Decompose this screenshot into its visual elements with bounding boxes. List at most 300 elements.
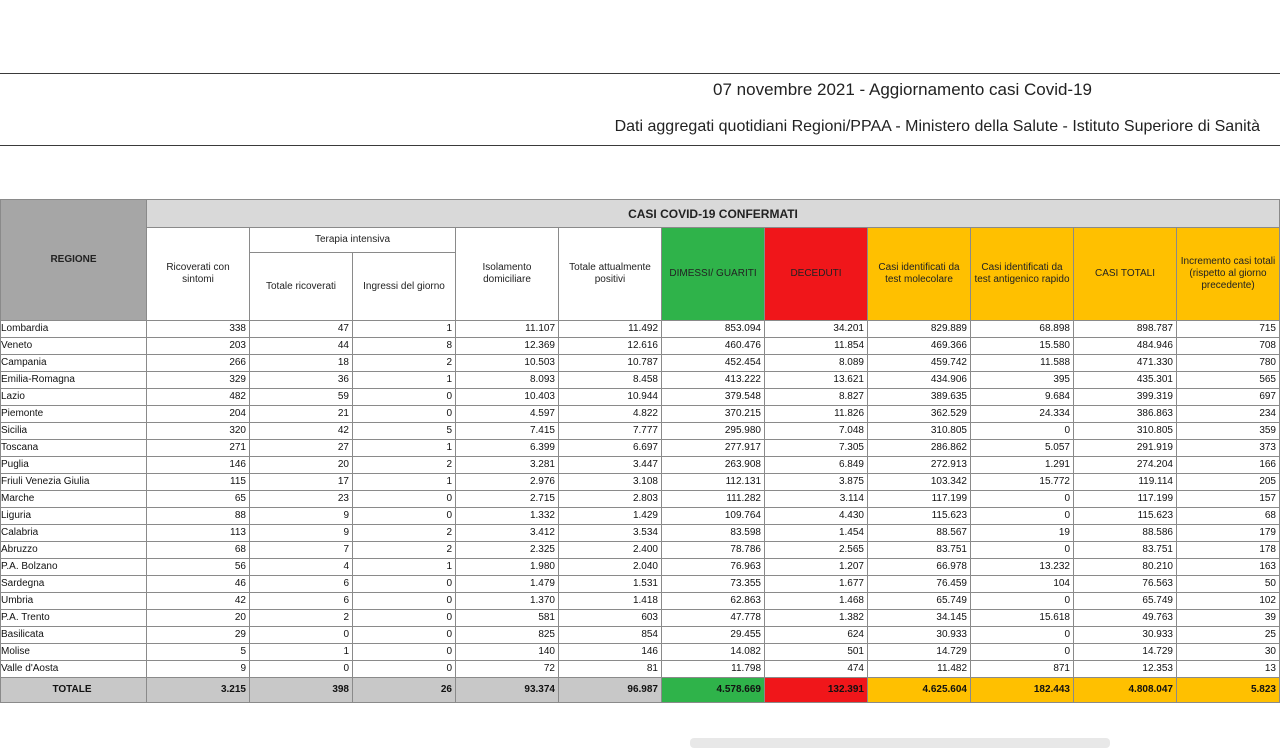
value-cell: 66.978 — [868, 559, 971, 576]
table-row — [1, 508, 1280, 525]
region-name-cell: Lombardia — [1, 321, 147, 338]
value-cell: 76.459 — [868, 576, 971, 593]
totals-value-cell: 96.987 — [559, 678, 662, 703]
value-cell: 11.492 — [559, 321, 662, 338]
region-name-cell: Campania — [1, 355, 147, 372]
value-cell: 9 — [250, 525, 353, 542]
table-row — [1, 542, 1280, 559]
value-cell: 72 — [456, 661, 559, 678]
value-cell: 452.454 — [662, 355, 765, 372]
value-cell: 19 — [971, 525, 1074, 542]
value-cell: 1.207 — [765, 559, 868, 576]
table-row — [1, 644, 1280, 661]
value-cell: 17 — [250, 474, 353, 491]
value-cell: 68 — [1177, 508, 1280, 525]
value-cell: 1.291 — [971, 457, 1074, 474]
header-isolamento: Isolamento domiciliare — [456, 228, 559, 321]
value-cell: 3.108 — [559, 474, 662, 491]
footer-decoration — [690, 738, 1110, 748]
value-cell: 715 — [1177, 321, 1280, 338]
value-cell: 83.751 — [868, 542, 971, 559]
region-name-cell: Calabria — [1, 525, 147, 542]
value-cell: 11.798 — [662, 661, 765, 678]
value-cell: 4.430 — [765, 508, 868, 525]
table-row — [1, 440, 1280, 457]
value-cell: 205 — [1177, 474, 1280, 491]
value-cell: 277.917 — [662, 440, 765, 457]
value-cell: 853.094 — [662, 321, 765, 338]
value-cell: 6 — [250, 576, 353, 593]
value-cell: 708 — [1177, 338, 1280, 355]
value-cell: 234 — [1177, 406, 1280, 423]
value-cell: 0 — [353, 389, 456, 406]
value-cell: 6 — [250, 593, 353, 610]
value-cell: 81 — [559, 661, 662, 678]
value-cell: 29.455 — [662, 627, 765, 644]
value-cell: 379.548 — [662, 389, 765, 406]
region-name-cell: Abruzzo — [1, 542, 147, 559]
value-cell: 697 — [1177, 389, 1280, 406]
region-name-cell: Sicilia — [1, 423, 147, 440]
page-subtitle: Dati aggregati quotidiani Regioni/PPAA - Ministero della Salute - Istituto Superiore di Sanità — [614, 118, 1260, 135]
value-cell: 112.131 — [662, 474, 765, 491]
value-cell: 1.468 — [765, 593, 868, 610]
value-cell: 113 — [147, 525, 250, 542]
value-cell: 1.429 — [559, 508, 662, 525]
table-row — [1, 559, 1280, 576]
value-cell: 469.366 — [868, 338, 971, 355]
region-name-cell: Molise — [1, 644, 147, 661]
value-cell: 111.282 — [662, 491, 765, 508]
table-row — [1, 457, 1280, 474]
value-cell: 73.355 — [662, 576, 765, 593]
value-cell: 24.334 — [971, 406, 1074, 423]
value-cell: 1.382 — [765, 610, 868, 627]
value-cell: 4 — [250, 559, 353, 576]
value-cell: 373 — [1177, 440, 1280, 457]
header-incremento: Incremento casi totali (rispetto al giorno precedente) — [1177, 228, 1280, 321]
value-cell: 47 — [250, 321, 353, 338]
header-terapia-intensiva: Terapia intensiva — [250, 228, 456, 253]
value-cell: 2 — [353, 355, 456, 372]
value-cell: 56 — [147, 559, 250, 576]
value-cell: 0 — [971, 644, 1074, 661]
value-cell: 871 — [971, 661, 1074, 678]
totals-value-cell: 398 — [250, 678, 353, 703]
value-cell: 46 — [147, 576, 250, 593]
value-cell: 474 — [765, 661, 868, 678]
value-cell: 78.786 — [662, 542, 765, 559]
value-cell: 1.332 — [456, 508, 559, 525]
value-cell: 8.093 — [456, 372, 559, 389]
value-cell: 12.369 — [456, 338, 559, 355]
value-cell: 44 — [250, 338, 353, 355]
value-cell: 263.908 — [662, 457, 765, 474]
value-cell: 0 — [353, 576, 456, 593]
value-cell: 11.482 — [868, 661, 971, 678]
value-cell: 898.787 — [1074, 321, 1177, 338]
value-cell: 0 — [353, 661, 456, 678]
header-ricoverati: Ricoverati con sintomi — [147, 228, 250, 321]
value-cell: 0 — [250, 627, 353, 644]
value-cell: 15.772 — [971, 474, 1074, 491]
value-cell: 1 — [353, 559, 456, 576]
value-cell: 88.567 — [868, 525, 971, 542]
value-cell: 0 — [250, 661, 353, 678]
value-cell: 25 — [1177, 627, 1280, 644]
value-cell: 0 — [353, 406, 456, 423]
totals-value-cell: 132.391 — [765, 678, 868, 703]
value-cell: 13.621 — [765, 372, 868, 389]
value-cell: 29 — [147, 627, 250, 644]
value-cell: 6.399 — [456, 440, 559, 457]
value-cell: 65.749 — [868, 593, 971, 610]
value-cell: 2.325 — [456, 542, 559, 559]
value-cell: 386.863 — [1074, 406, 1177, 423]
value-cell: 7.777 — [559, 423, 662, 440]
value-cell: 2 — [353, 525, 456, 542]
page-title: 07 novembre 2021 - Aggiornamento casi Covid-19 — [713, 80, 1092, 99]
value-cell: 8.827 — [765, 389, 868, 406]
value-cell: 13.232 — [971, 559, 1074, 576]
value-cell: 1 — [353, 321, 456, 338]
table-row — [1, 355, 1280, 372]
totals-label-cell: TOTALE — [1, 678, 147, 703]
value-cell: 47.778 — [662, 610, 765, 627]
value-cell: 3.114 — [765, 491, 868, 508]
value-cell: 12.616 — [559, 338, 662, 355]
value-cell: 0 — [971, 542, 1074, 559]
value-cell: 157 — [1177, 491, 1280, 508]
value-cell: 76.563 — [1074, 576, 1177, 593]
region-name-cell: Veneto — [1, 338, 147, 355]
value-cell: 3.875 — [765, 474, 868, 491]
value-cell: 0 — [353, 593, 456, 610]
value-cell: 115.623 — [1074, 508, 1177, 525]
region-name-cell: Umbria — [1, 593, 147, 610]
value-cell: 295.980 — [662, 423, 765, 440]
value-cell: 7.415 — [456, 423, 559, 440]
value-cell: 83.598 — [662, 525, 765, 542]
header-ti-ingressi: Ingressi del giorno — [353, 253, 456, 321]
value-cell: 117.199 — [1074, 491, 1177, 508]
value-cell: 27 — [250, 440, 353, 457]
table-row — [1, 406, 1280, 423]
value-cell: 4.597 — [456, 406, 559, 423]
value-cell: 83.751 — [1074, 542, 1177, 559]
value-cell: 42 — [147, 593, 250, 610]
table-body — [1, 321, 1280, 703]
value-cell: 80.210 — [1074, 559, 1177, 576]
header-group-casi-confermati: CASI COVID-19 CONFERMATI — [147, 200, 1280, 228]
region-name-cell: Toscana — [1, 440, 147, 457]
value-cell: 2.400 — [559, 542, 662, 559]
value-cell: 0 — [971, 627, 1074, 644]
value-cell: 413.222 — [662, 372, 765, 389]
value-cell: 1 — [250, 644, 353, 661]
table-row — [1, 372, 1280, 389]
table-row — [1, 593, 1280, 610]
value-cell: 0 — [353, 508, 456, 525]
value-cell: 1.531 — [559, 576, 662, 593]
value-cell: 272.913 — [868, 457, 971, 474]
table-row — [1, 576, 1280, 593]
value-cell: 146 — [147, 457, 250, 474]
value-cell: 565 — [1177, 372, 1280, 389]
table-row — [1, 525, 1280, 542]
value-cell: 11.854 — [765, 338, 868, 355]
header-test-antigenico: Casi identificati da test antigenico rapido — [971, 228, 1074, 321]
value-cell: 2.715 — [456, 491, 559, 508]
value-cell: 140 — [456, 644, 559, 661]
totals-value-cell: 182.443 — [971, 678, 1074, 703]
value-cell: 62.863 — [662, 593, 765, 610]
value-cell: 329 — [147, 372, 250, 389]
value-cell: 2.040 — [559, 559, 662, 576]
value-cell: 115 — [147, 474, 250, 491]
value-cell: 310.805 — [868, 423, 971, 440]
value-cell: 338 — [147, 321, 250, 338]
totals-value-cell: 26 — [353, 678, 456, 703]
value-cell: 1 — [353, 440, 456, 457]
top-rule — [0, 73, 1280, 74]
header-casi-totali: CASI TOTALI — [1074, 228, 1177, 321]
value-cell: 166 — [1177, 457, 1280, 474]
value-cell: 6.697 — [559, 440, 662, 457]
value-cell: 362.529 — [868, 406, 971, 423]
value-cell: 1 — [353, 372, 456, 389]
value-cell: 42 — [250, 423, 353, 440]
value-cell: 501 — [765, 644, 868, 661]
value-cell: 6.849 — [765, 457, 868, 474]
value-cell: 399.319 — [1074, 389, 1177, 406]
value-cell: 482 — [147, 389, 250, 406]
value-cell: 8.458 — [559, 372, 662, 389]
value-cell: 23 — [250, 491, 353, 508]
value-cell: 20 — [147, 610, 250, 627]
value-cell: 34.145 — [868, 610, 971, 627]
header-test-molecolare: Casi identificati da test molecolare — [868, 228, 971, 321]
table-row — [1, 423, 1280, 440]
value-cell: 4.822 — [559, 406, 662, 423]
value-cell: 30 — [1177, 644, 1280, 661]
value-cell: 12.353 — [1074, 661, 1177, 678]
table-row — [1, 474, 1280, 491]
value-cell: 203 — [147, 338, 250, 355]
value-cell: 119.114 — [1074, 474, 1177, 491]
value-cell: 825 — [456, 627, 559, 644]
value-cell: 8.089 — [765, 355, 868, 372]
value-cell: 18 — [250, 355, 353, 372]
region-name-cell: P.A. Trento — [1, 610, 147, 627]
value-cell: 1.418 — [559, 593, 662, 610]
value-cell: 14.082 — [662, 644, 765, 661]
value-cell: 7.305 — [765, 440, 868, 457]
value-cell: 1.980 — [456, 559, 559, 576]
value-cell: 434.906 — [868, 372, 971, 389]
value-cell: 146 — [559, 644, 662, 661]
totals-row — [1, 678, 1280, 703]
value-cell: 117.199 — [868, 491, 971, 508]
value-cell: 13 — [1177, 661, 1280, 678]
value-cell: 2 — [250, 610, 353, 627]
value-cell: 30.933 — [868, 627, 971, 644]
value-cell: 3.534 — [559, 525, 662, 542]
value-cell: 7 — [250, 542, 353, 559]
value-cell: 9 — [147, 661, 250, 678]
value-cell: 2.565 — [765, 542, 868, 559]
value-cell: 624 — [765, 627, 868, 644]
value-cell: 36 — [250, 372, 353, 389]
region-name-cell: Valle d'Aosta — [1, 661, 147, 678]
value-cell: 10.787 — [559, 355, 662, 372]
value-cell: 0 — [971, 508, 1074, 525]
value-cell: 21 — [250, 406, 353, 423]
value-cell: 15.618 — [971, 610, 1074, 627]
value-cell: 11.588 — [971, 355, 1074, 372]
value-cell: 854 — [559, 627, 662, 644]
region-name-cell: Puglia — [1, 457, 147, 474]
region-name-cell: Lazio — [1, 389, 147, 406]
value-cell: 11.107 — [456, 321, 559, 338]
value-cell: 581 — [456, 610, 559, 627]
value-cell: 5 — [353, 423, 456, 440]
value-cell: 68 — [147, 542, 250, 559]
value-cell: 435.301 — [1074, 372, 1177, 389]
table-row — [1, 321, 1280, 338]
region-name-cell: P.A. Bolzano — [1, 559, 147, 576]
value-cell: 10.403 — [456, 389, 559, 406]
value-cell: 370.215 — [662, 406, 765, 423]
value-cell: 102 — [1177, 593, 1280, 610]
value-cell: 286.862 — [868, 440, 971, 457]
value-cell: 274.204 — [1074, 457, 1177, 474]
value-cell: 310.805 — [1074, 423, 1177, 440]
value-cell: 320 — [147, 423, 250, 440]
covid-cases-table — [0, 199, 1280, 703]
table-row — [1, 491, 1280, 508]
value-cell: 11.826 — [765, 406, 868, 423]
value-cell: 2.803 — [559, 491, 662, 508]
value-cell: 395 — [971, 372, 1074, 389]
value-cell: 1.479 — [456, 576, 559, 593]
value-cell: 0 — [971, 491, 1074, 508]
value-cell: 88 — [147, 508, 250, 525]
region-name-cell: Emilia-Romagna — [1, 372, 147, 389]
value-cell: 0 — [971, 593, 1074, 610]
value-cell: 65 — [147, 491, 250, 508]
value-cell: 1 — [353, 474, 456, 491]
value-cell: 104 — [971, 576, 1074, 593]
value-cell: 5.057 — [971, 440, 1074, 457]
value-cell: 50 — [1177, 576, 1280, 593]
value-cell: 3.281 — [456, 457, 559, 474]
value-cell: 291.919 — [1074, 440, 1177, 457]
value-cell: 459.742 — [868, 355, 971, 372]
header-regione: REGIONE — [1, 200, 147, 321]
value-cell: 389.635 — [868, 389, 971, 406]
value-cell: 30.933 — [1074, 627, 1177, 644]
totals-value-cell: 3.215 — [147, 678, 250, 703]
value-cell: 780 — [1177, 355, 1280, 372]
value-cell: 115.623 — [868, 508, 971, 525]
value-cell: 2 — [353, 457, 456, 474]
value-cell: 0 — [353, 627, 456, 644]
value-cell: 7.048 — [765, 423, 868, 440]
table-row — [1, 338, 1280, 355]
value-cell: 39 — [1177, 610, 1280, 627]
region-name-cell: Sardegna — [1, 576, 147, 593]
value-cell: 5 — [147, 644, 250, 661]
value-cell: 3.412 — [456, 525, 559, 542]
value-cell: 471.330 — [1074, 355, 1177, 372]
totals-value-cell: 4.808.047 — [1074, 678, 1177, 703]
value-cell: 179 — [1177, 525, 1280, 542]
value-cell: 271 — [147, 440, 250, 457]
value-cell: 8 — [353, 338, 456, 355]
value-cell: 3.447 — [559, 457, 662, 474]
totals-value-cell: 4.578.669 — [662, 678, 765, 703]
value-cell: 1.454 — [765, 525, 868, 542]
value-cell: 1.677 — [765, 576, 868, 593]
value-cell: 14.729 — [868, 644, 971, 661]
value-cell: 10.503 — [456, 355, 559, 372]
value-cell: 163 — [1177, 559, 1280, 576]
value-cell: 109.764 — [662, 508, 765, 525]
value-cell: 59 — [250, 389, 353, 406]
value-cell: 49.763 — [1074, 610, 1177, 627]
value-cell: 178 — [1177, 542, 1280, 559]
value-cell: 10.944 — [559, 389, 662, 406]
region-name-cell: Marche — [1, 491, 147, 508]
value-cell: 9.684 — [971, 389, 1074, 406]
table-row — [1, 389, 1280, 406]
value-cell: 0 — [971, 423, 1074, 440]
value-cell: 359 — [1177, 423, 1280, 440]
header-ti-totale: Totale ricoverati — [250, 253, 353, 321]
value-cell: 20 — [250, 457, 353, 474]
region-name-cell: Friuli Venezia Giulia — [1, 474, 147, 491]
value-cell: 68.898 — [971, 321, 1074, 338]
value-cell: 76.963 — [662, 559, 765, 576]
value-cell: 14.729 — [1074, 644, 1177, 661]
totals-value-cell: 5.823 — [1177, 678, 1280, 703]
region-name-cell: Basilicata — [1, 627, 147, 644]
value-cell: 460.476 — [662, 338, 765, 355]
header-deceduti: DECEDUTI — [765, 228, 868, 321]
header-dimessi-guariti: DIMESSI/ GUARITI — [662, 228, 765, 321]
value-cell: 0 — [353, 491, 456, 508]
region-name-cell: Piemonte — [1, 406, 147, 423]
value-cell: 65.749 — [1074, 593, 1177, 610]
value-cell: 603 — [559, 610, 662, 627]
table-row — [1, 661, 1280, 678]
value-cell: 34.201 — [765, 321, 868, 338]
bottom-rule — [0, 145, 1280, 146]
value-cell: 1.370 — [456, 593, 559, 610]
value-cell: 829.889 — [868, 321, 971, 338]
value-cell: 103.342 — [868, 474, 971, 491]
value-cell: 2 — [353, 542, 456, 559]
table-row — [1, 610, 1280, 627]
value-cell: 484.946 — [1074, 338, 1177, 355]
value-cell: 9 — [250, 508, 353, 525]
header-positivi: Totale attualmente positivi — [559, 228, 662, 321]
totals-value-cell: 4.625.604 — [868, 678, 971, 703]
value-cell: 204 — [147, 406, 250, 423]
table-row — [1, 627, 1280, 644]
value-cell: 15.580 — [971, 338, 1074, 355]
